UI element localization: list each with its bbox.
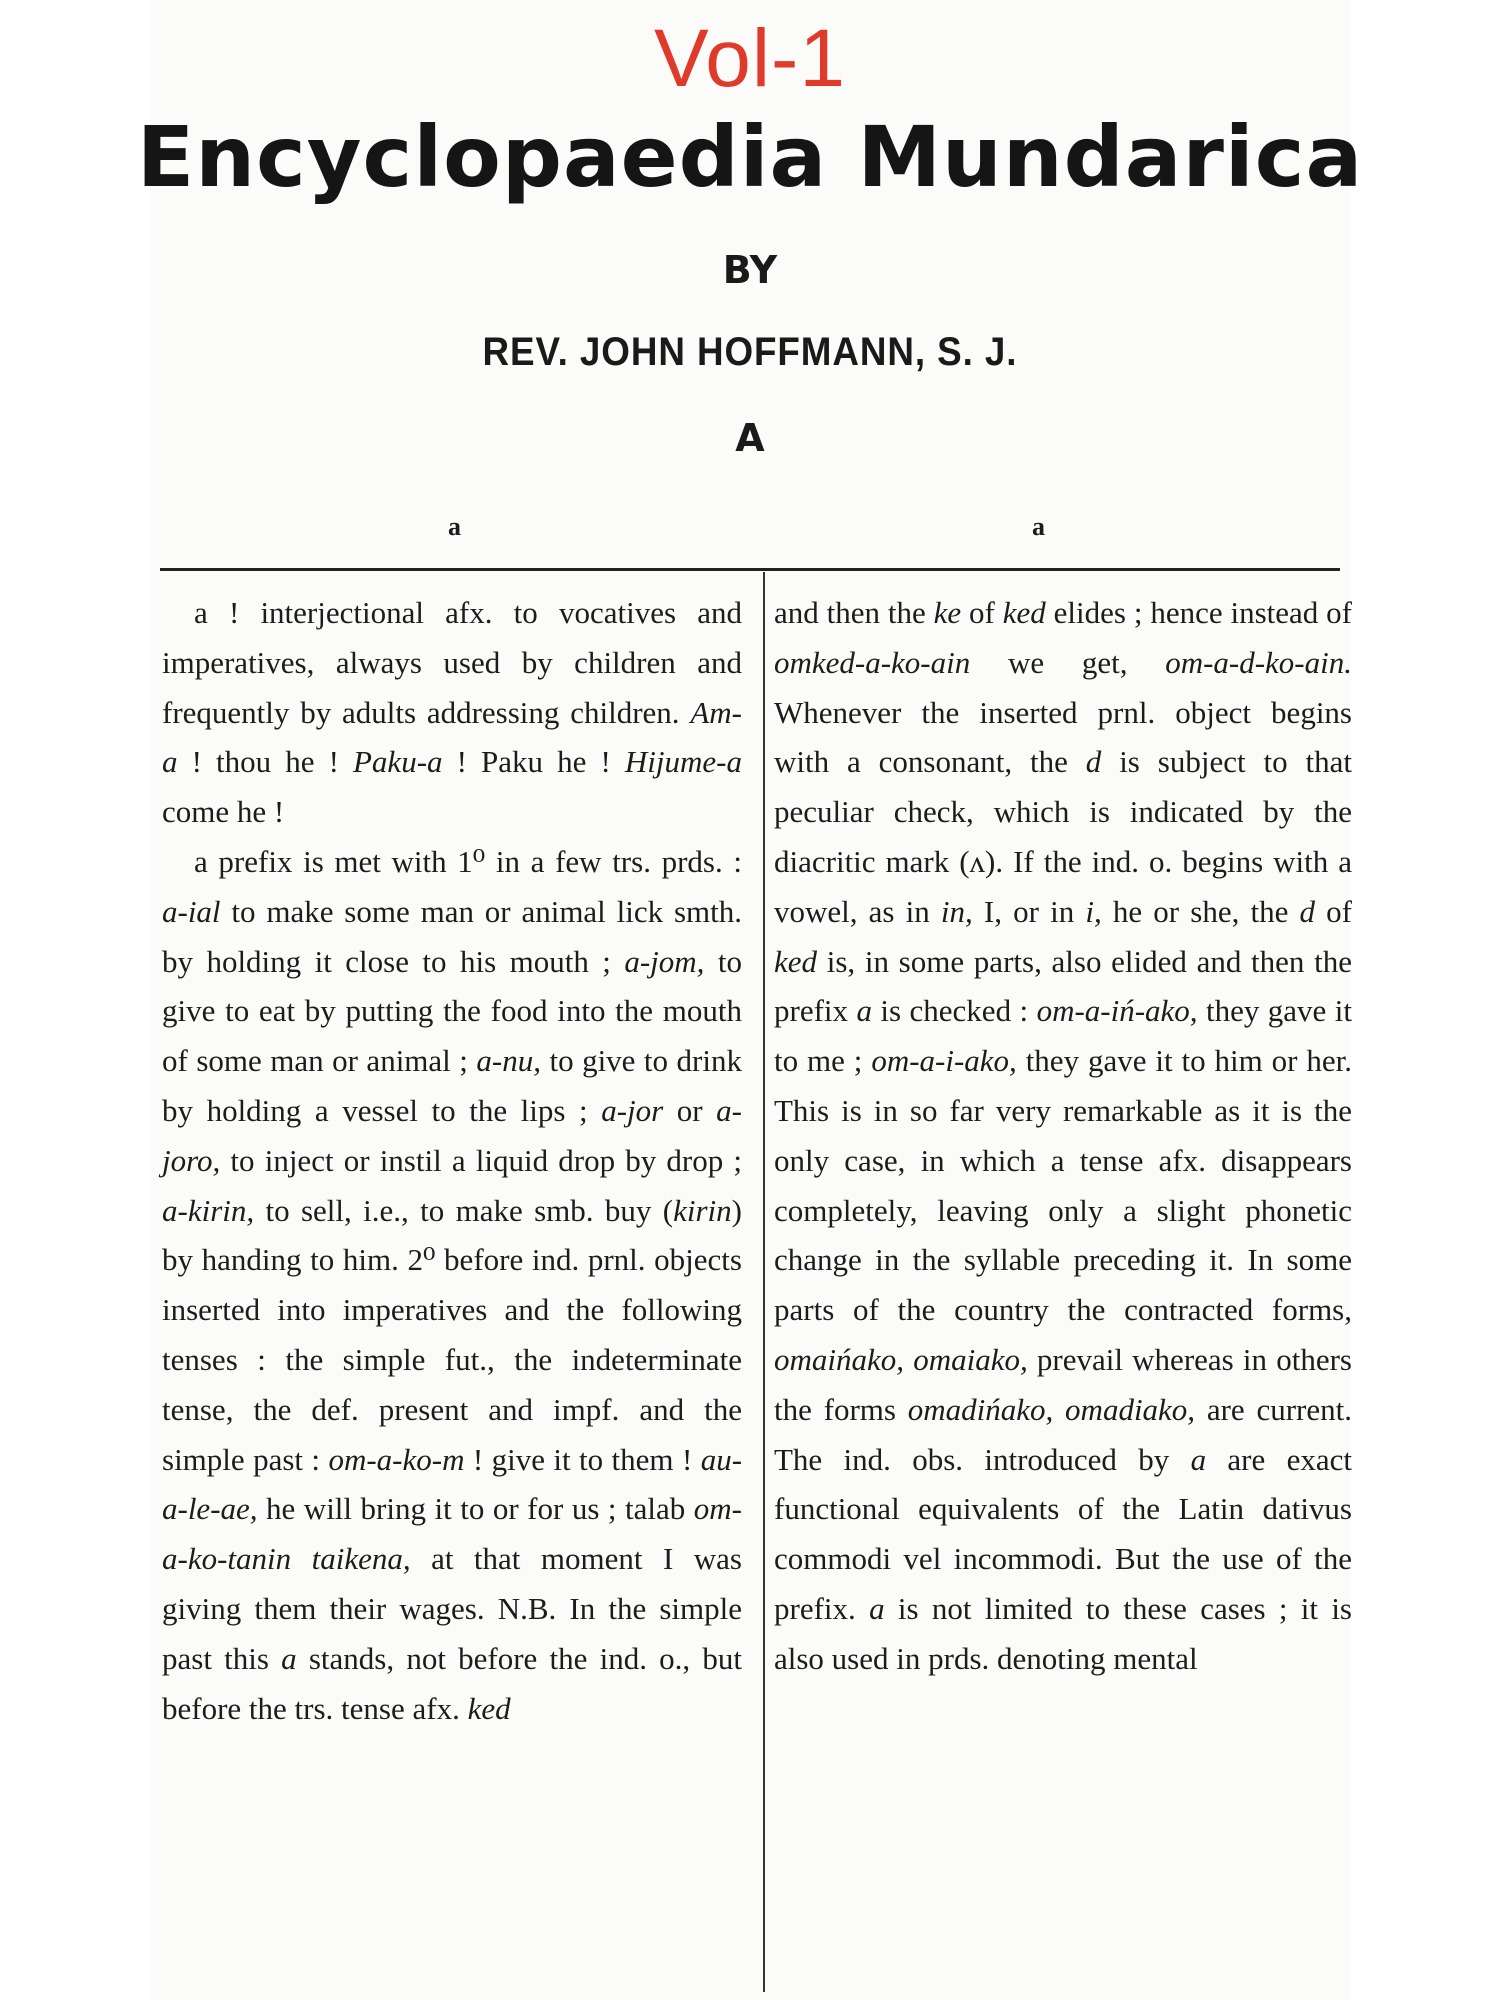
italic-term: in, [940,893,973,929]
text-run: elides ; hence instead of [1045,595,1352,630]
italic-term: a-kirin, [162,1192,255,1228]
text-run: prevail whereas in others the forms [774,1341,1352,1427]
text-run: ! thou he ! [177,744,353,780]
italic-term: om-a-i-ako, [871,1043,1017,1079]
text-run: or [663,1092,717,1128]
guide-word-right: a [1032,512,1045,541]
italic-term: a-nu, [476,1043,541,1079]
italic-term: om-a-ko-m [328,1441,465,1477]
italic-term: au-a-le-ae, [162,1441,743,1527]
right-column [774,588,1352,1684]
text-run: of [961,595,1003,630]
text-run: we get, [970,644,1166,680]
entry-paragraph [162,588,742,837]
column-divider [763,572,765,1992]
text-run: ! Paku he ! [442,744,625,780]
italic-term: om-a-iń-ako, [1036,993,1198,1029]
italic-term: a-ial [162,893,221,929]
text-run: to give to eat by putting the food into the mouth of some man or animal ; [162,943,742,1079]
entry-paragraph [162,837,742,1733]
italic-term: kirin [673,1192,732,1228]
italic-term: Paku-a [353,744,443,780]
italic-term: a [856,993,872,1029]
text-run: and then the [774,595,934,630]
text-run: ! give it to them ! [464,1441,701,1477]
text-run: at that moment I was giving them their wages. N.B. In the simple past this [162,1541,742,1676]
text-run: to make some man or animal lick smth. by holding it close to his mouth ; [162,893,742,979]
text-run: ) by handing to him. 2⁰ before ind. prnl. objects inserted into imperatives and the following tenses : the simple fut., the indeterminate tense, the def. present and impf. and the simple past : [162,1192,742,1477]
text-run: a ! interjectional afx. to vocatives and imperatives, always used by children and frequently by adults addressing children. [162,595,742,730]
italic-term: om-a-d-ko-ain. [1165,644,1352,680]
text-run: are exact functional equivalents of the Latin dativus commodi vel incommodi. But the use of the prefix. [774,1441,1352,1626]
text-run: is checked : [871,993,1037,1029]
text-run: I, or in [972,893,1086,929]
italic-term: om-a-ko-tanin taikena, [162,1491,742,1577]
text-run: he or she, the [1101,893,1300,929]
text-run: is, in some parts, also elided and then the prefix [774,943,1352,1029]
page-title: Encyclopaedia Mundarica [136,108,1364,206]
text-run: is not limited to these cases ; it is also used in prds. denoting mental [774,1590,1352,1676]
text-run: they gave it to me ; [774,993,1352,1079]
italic-term: a [1190,1441,1207,1477]
text-run: to give to drink by holding a vessel to the lips ; [162,1043,742,1128]
text-run: they gave it to him or her. This is in so far very remarkable as it is the only case, in which a tense afx. disappears completely, leaving only a slight phonetic change in the syllable preceding it. In some parts of the country the contracted forms, [774,1043,1352,1328]
byline-by: BY [722,248,778,292]
text-run: he will bring it to or for us ; talab [257,1491,694,1527]
italic-term: a [281,1640,297,1676]
text-run: Whenever the inserted prnl. object begins with a consonant, the [774,694,1352,780]
italic-term: ked [774,943,818,979]
text-run: come he ! [162,794,285,830]
italic-term: omadińako, omadiako, [907,1391,1196,1427]
italic-term: a-joro, [162,1092,742,1178]
italic-term: ked [1002,595,1046,630]
italic-term: a-jom, [624,943,705,979]
text-run: stands, not before the ind. o., but before the trs. tense afx. [162,1640,742,1726]
text-run: to sell, i.e., to make smb. buy ( [254,1192,674,1228]
italic-term: ked [467,1690,511,1726]
italic-term: i, [1085,893,1102,929]
italic-term: d [1299,893,1316,929]
italic-term: a [869,1590,885,1626]
italic-term: omaińako, omaiako, [774,1341,1028,1377]
guide-word-left: a [448,512,461,541]
text-run: to inject or instil a liquid drop by drop ; [220,1142,742,1178]
text-run: is subject to that peculiar check, which is indicated by the diacritic mark (ʌ). If the ind. o. begins with a vowel, as in [774,744,1352,929]
italic-term: ke [933,595,962,630]
italic-term: Hijume-a [624,744,742,780]
text-run: are current. The ind. obs. introduced by [774,1391,1352,1477]
left-column [162,588,742,1733]
text-run: of [1315,893,1353,929]
volume-label: Vol-1 [654,13,846,104]
italic-term: omked-a-ko-ain [774,644,971,680]
author-name: REV. JOHN HOFFMANN, S. J. [482,330,1018,374]
text-run: a prefix is met with 1⁰ in a few trs. prds. : [194,843,742,879]
section-letter: A [735,416,765,460]
italic-term: a-jor [601,1092,664,1128]
italic-term: d [1085,744,1102,780]
entry-paragraph [774,588,1352,1684]
italic-term: Am-a [162,694,742,780]
header-rule [160,568,1340,571]
